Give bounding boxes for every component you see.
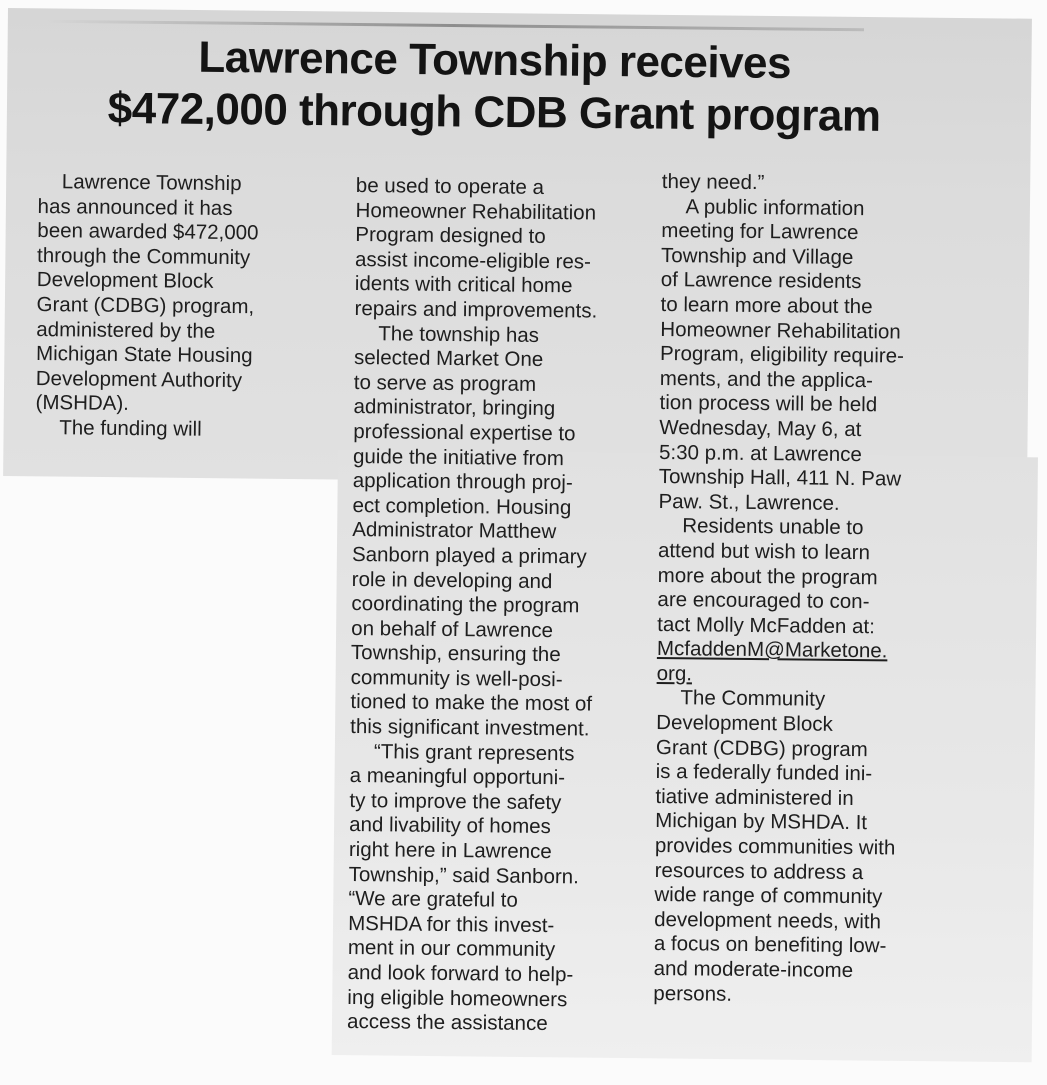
text-line: ment in our community xyxy=(347,936,556,962)
text-line: Development Authority xyxy=(35,366,243,392)
text-line: a meaningful opportuni- xyxy=(349,764,566,790)
text-line: “We are grateful to xyxy=(348,887,518,912)
text-line: Lawrence Township xyxy=(61,170,242,196)
text-line: Township,” said Sanborn. xyxy=(348,862,579,888)
text-line: of Lawrence residents xyxy=(660,268,862,294)
text-line: A public information xyxy=(685,194,865,220)
text-line: provides communities with xyxy=(654,833,896,860)
text-line: through the Community xyxy=(36,243,251,270)
text-line: this significant investment. xyxy=(350,715,590,741)
text-line: ing eligible homeowners xyxy=(347,985,568,1011)
text-line: meeting for Lawrence xyxy=(661,219,859,245)
article-column-1 xyxy=(35,170,259,443)
text-line: Michigan by MSHDA. It xyxy=(655,809,868,835)
text-line: repairs and improvements. xyxy=(354,296,598,323)
text-line: The Community xyxy=(680,686,826,712)
text-line: Grant (CDBG) program xyxy=(655,735,868,761)
text-line: community is well-posi- xyxy=(350,665,563,692)
text-line: Residents unable to xyxy=(682,514,864,540)
article-column-3 xyxy=(653,170,906,1009)
text-line: tion process will be held xyxy=(659,391,878,417)
text-line: Paw. St., Lawrence. xyxy=(658,489,840,515)
text-line: Homeowner Rehabilitation xyxy=(355,198,597,225)
text-line: guide the initiative from xyxy=(352,444,564,470)
text-line: and livability of homes xyxy=(349,813,551,839)
article-column-2 xyxy=(347,174,599,1037)
text-line: are encouraged to con- xyxy=(657,588,870,614)
text-line: Township Hall, 411 N. Paw xyxy=(658,465,902,491)
text-line: development needs, with xyxy=(654,907,882,934)
text-line: to learn more about the xyxy=(660,292,873,319)
text-line: be used to operate a xyxy=(355,174,545,199)
text-line: (MSHDA). xyxy=(35,391,130,416)
text-line: has announced it has xyxy=(37,194,233,220)
text-line: on behalf of Lawrence xyxy=(351,616,554,642)
text-line: they need.” xyxy=(661,170,765,195)
text-line: coordinating the program xyxy=(351,592,580,618)
text-line: is a federally funded ini- xyxy=(655,760,873,786)
text-line: Homeowner Rehabilitation xyxy=(660,317,901,344)
text-line: Sanborn played a primary xyxy=(351,542,587,569)
text-line: persons. xyxy=(653,981,733,1006)
text-line: wide range of community xyxy=(654,883,883,909)
article-headline xyxy=(29,30,960,144)
text-line: and moderate-income xyxy=(653,956,854,983)
text-line: right here in Lawrence xyxy=(348,837,552,864)
text-line: role in developing and xyxy=(351,567,553,593)
text-line: selected Market One xyxy=(353,346,544,372)
text-line: ty to improve the safety xyxy=(349,788,562,815)
headline-line-1: Lawrence Township receives xyxy=(198,32,792,88)
text-line: tiative administered in xyxy=(655,784,854,810)
text-line: professional expertise to xyxy=(353,419,576,446)
email-link[interactable]: McfaddenM@Marketone. xyxy=(656,637,888,663)
text-line: a focus on benefiting low- xyxy=(653,932,887,958)
text-line: more about the program xyxy=(657,563,878,589)
text-line: application through proj- xyxy=(352,469,573,495)
text-line: Township and Village xyxy=(660,243,854,269)
text-line: Township, ensuring the xyxy=(350,641,561,667)
text-line: MSHDA for this invest- xyxy=(348,911,555,937)
text-line: tact Molly McFadden at: xyxy=(657,612,875,638)
text-line: The township has xyxy=(378,321,540,347)
text-line: idents with critical home xyxy=(354,272,573,298)
text-line: to serve as program xyxy=(353,370,537,396)
text-line: Program designed to xyxy=(355,223,546,249)
text-line: The funding will xyxy=(59,416,202,441)
text-line: and look forward to help- xyxy=(347,960,574,987)
text-line: administered by the xyxy=(36,317,216,343)
headline-line-2: $472,000 through CDB Grant program xyxy=(107,83,881,141)
text-line: Administrator Matthew xyxy=(352,518,557,544)
text-line: Michigan State Housing xyxy=(35,342,253,368)
text-line: Development Block xyxy=(36,268,214,294)
text-line: “This grant represents xyxy=(373,739,575,765)
text-line: Development Block xyxy=(656,711,833,736)
text-line: Program, eligibility require- xyxy=(659,342,904,368)
text-line: been awarded $472,000 xyxy=(37,219,259,245)
text-line: attend but wish to learn xyxy=(657,538,871,565)
text-line: ments, and the applica- xyxy=(659,366,874,392)
text-line: access the assistance xyxy=(347,1010,548,1036)
text-line: ect completion. Housing xyxy=(352,493,572,519)
text-line: administrator, bringing xyxy=(353,395,556,421)
text-line: 5:30 p.m. at Lawrence xyxy=(658,440,862,466)
text-line: resources to address a xyxy=(654,858,864,884)
text-line: tioned to make the most of xyxy=(350,690,593,716)
text-line: Grant (CDBG) program, xyxy=(36,292,255,319)
text-line: assist income-eligible res- xyxy=(354,247,592,274)
text-line: Wednesday, May 6, at xyxy=(659,415,862,442)
email-link[interactable]: org. xyxy=(656,661,693,686)
